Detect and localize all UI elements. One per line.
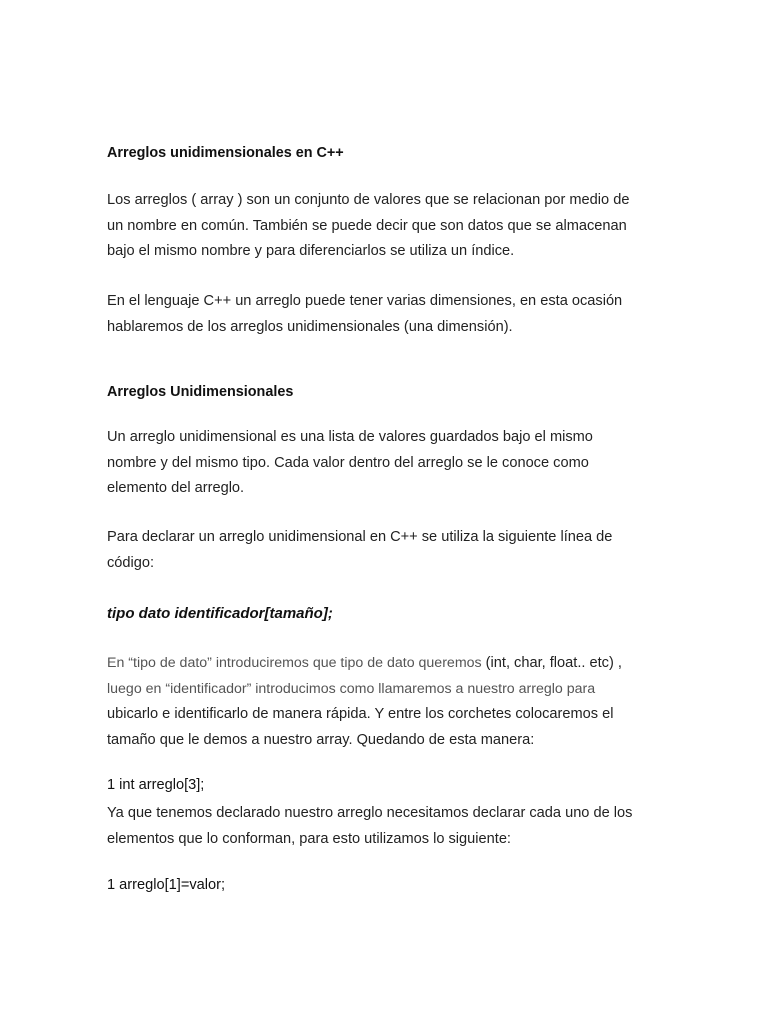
- code-example-2: 1 arreglo[1]=valor;: [107, 877, 226, 893]
- elements-line-2: elementos que lo conforman, para esto utilizamos lo siguiente:: [107, 830, 511, 847]
- intro-line-3: bajo el mismo nombre y para diferenciarlos se utiliza un índice.: [107, 243, 515, 259]
- explanation-line-1: [107, 651, 667, 677]
- intro-line-2: un nombre en común. También se puede decir que son datos que se almacenan: [107, 217, 627, 234]
- dimensions-line-2: hablaremos de los arreglos unidimensionales (una dimensión).: [107, 318, 513, 335]
- definition-paragraph: [107, 425, 667, 502]
- declare-line-1: Para declarar un arreglo unidimensional en C++ se utiliza la siguiente línea de: [107, 529, 613, 545]
- definition-line-2: nombre y del mismo tipo. Cada valor dentro del arreglo se le conoce como: [107, 454, 589, 471]
- syntax-line: tipo dato identificador[tamaño];: [107, 605, 333, 622]
- explanation-line-4: tamaño que le demos a nuestro array. Quedando de esta manera:: [107, 731, 535, 748]
- explanation-line-3: ubicarlo e identificarlo de manera rápida. Y entre los corchetes colocaremos el: [107, 706, 614, 722]
- explanation-line-1-dark: (int, char, float.. etc) ,: [481, 655, 622, 671]
- explanation-paragraph: [107, 651, 667, 753]
- elements-line-1: Ya que tenemos declarado nuestro arreglo necesitamos declarar cada uno de los: [107, 805, 633, 821]
- definition-line-1: Un arreglo unidimensional es una lista de valores guardados bajo el mismo: [107, 429, 593, 445]
- code-example-1: 1 int arreglo[3];: [107, 777, 205, 793]
- dimensions-paragraph: [107, 289, 667, 340]
- intro-paragraph: [107, 188, 667, 265]
- definition-line-3: elemento del arreglo.: [107, 480, 245, 496]
- explanation-line-1-light: En “tipo de dato” introduciremos que tipo de dato queremos: [107, 655, 482, 671]
- declare-line-2: código:: [107, 554, 155, 571]
- dimensions-line-1: En el lenguaje C++ un arreglo puede tener varias dimensiones, en esta ocasión: [107, 293, 623, 309]
- declare-paragraph: [107, 525, 667, 576]
- intro-line-1: Los arreglos ( array ) son un conjunto de valores que se relacionan por medio de: [107, 192, 630, 208]
- elements-paragraph: [107, 801, 667, 852]
- document-title: Arreglos unidimensionales en C++: [107, 145, 344, 161]
- explanation-line-2: luego en “identificador” introducimos como llamaremos a nuestro arreglo para: [107, 680, 596, 697]
- section-heading: Arreglos Unidimensionales: [107, 384, 294, 400]
